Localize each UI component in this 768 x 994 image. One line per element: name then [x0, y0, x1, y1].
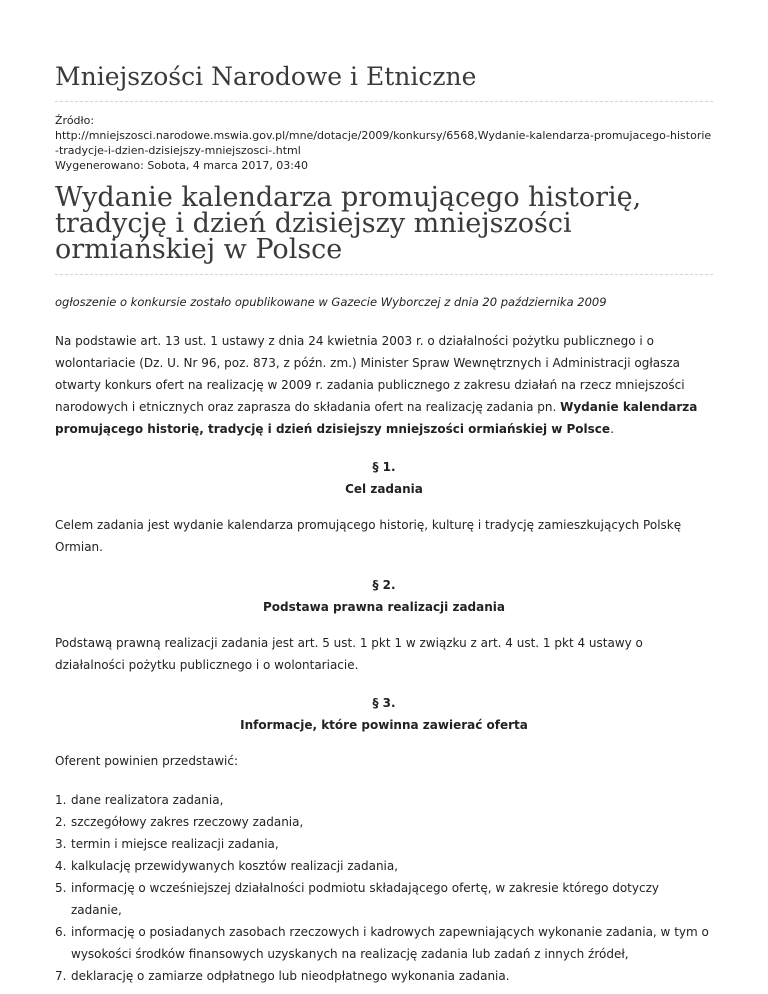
list-item: 7. deklarację o zamiarze odpłatnego lub nieodpłatnego wykonania zadania.: [55, 969, 510, 983]
intro-text: Na podstawie art. 13 ust. 1 ustawy z dnia 24 kwietnia 2003 r. o działalności pożytku publicznego i o wolontariacie (Dz. U. Nr 96, poz. 873, z późn. zm.) Minister Spraw Wewnętrznych i Administracji ogłasza otwarty konkurs ofert na realizację w 2009 r. zadania publicznego z zakresu działań na rzecz mniejszości narodowych i etnicznych oraz zaprasza do składania ofert na realizację zadania pn.: [55, 334, 685, 414]
section-number: § 3.: [372, 696, 396, 710]
list-item: 1. dane realizatora zadania,: [55, 793, 224, 807]
source-url-line-2: -tradycje-i-dzien-dzisiejszy-mniejszosci-.html: [55, 144, 301, 157]
section-number: § 1.: [372, 460, 396, 474]
site-title: Mniejszości Narodowe i Etniczne: [55, 62, 477, 91]
section-3-header: [55, 692, 713, 736]
section-1-text: Celem zadania jest wydanie kalendarza promującego historię, kulturę i tradycję zamieszkujących Polskę Ormian.: [55, 518, 682, 554]
divider: [55, 274, 713, 275]
section-2-header: [55, 574, 713, 618]
article-title: Wydanie kalendarza promującego historię, tradycję i dzień dzisiejszy mniejszości ormiańskiej w Polsce: [55, 182, 642, 265]
list-item: 6. informację o posiadanych zasobach rzeczowych i kadrowych zapewniających wykonanie zadania, w tym o wysokości środków finansowych uzyskanych na realizację zadania lub zadań z innych źródeł,: [55, 925, 709, 961]
list-item: 3. termin i miejsce realizacji zadania,: [55, 837, 279, 851]
section-heading: Informacje, które powinna zawierać oferta: [240, 718, 528, 732]
generated-date: Wygenerowano: Sobota, 4 marca 2017, 03:40: [55, 159, 309, 172]
intro-paragraph: [55, 330, 713, 440]
list-item: 5. informację o wcześniejszej działalności podmiotu składającego ofertę, w zakresie którego dotyczy zadanie,: [55, 881, 659, 917]
offer-requirements-list: [55, 789, 713, 987]
section-heading: Cel zadania: [345, 482, 423, 496]
intro-task-name: Wydanie kalendarza promującego historię, tradycję i dzień dzisiejszy mniejszości ormiańskiej w Polsce: [55, 400, 698, 436]
source-meta: [55, 113, 713, 173]
section-2-text: Podstawą prawną realizacji zadania jest art. 5 ust. 1 pkt 1 w związku z art. 4 ust. 1 pkt 4 ustawy o działalności pożytku publicznego i o wolontariacie.: [55, 636, 643, 672]
list-item: 2. szczegółowy zakres rzeczowy zadania,: [55, 815, 304, 829]
section-number: § 2.: [372, 578, 396, 592]
section-heading: Podstawa prawna realizacji zadania: [263, 600, 505, 614]
list-item: 4. kalkulację przewidywanych kosztów realizacji zadania,: [55, 859, 399, 873]
section-3-text: Oferent powinien przedstawić:: [55, 754, 239, 768]
intro-end: .: [610, 422, 614, 436]
divider: [55, 101, 713, 102]
source-url-line-1: http://mniejszosci.narodowe.mswia.gov.pl/mne/dotacje/2009/konkursy/6568,Wydanie-kalendarza-promujacego-historie: [55, 129, 712, 142]
source-label: Źródło:: [55, 114, 95, 127]
section-1-header: [55, 456, 713, 500]
article-lead: ogłoszenie o konkursie zostało opublikowane w Gazecie Wyborczej z dnia 20 października 2009: [55, 295, 607, 309]
